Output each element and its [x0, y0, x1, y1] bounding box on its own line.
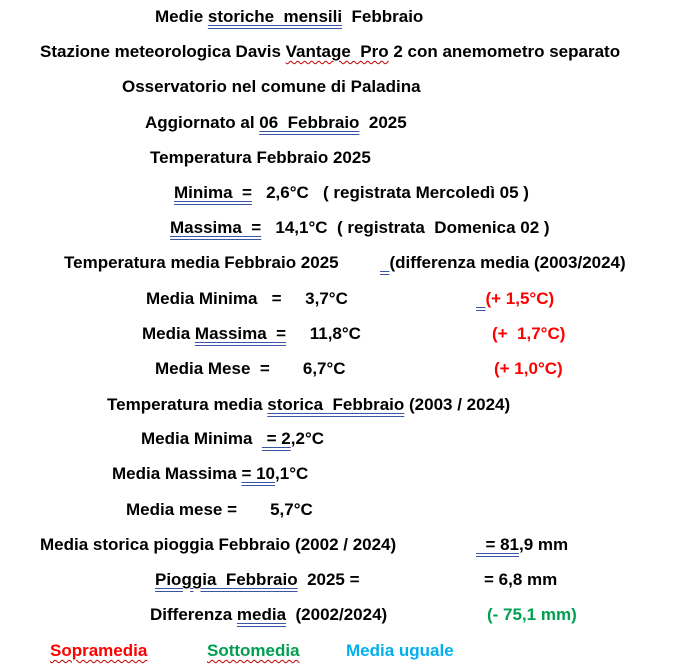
- diff-title: (differenza media (2003/2024): [389, 253, 626, 272]
- monthly-avg-title: Temperatura media Febbraio 2025: [64, 253, 339, 272]
- legend-below: Sottomedia: [207, 641, 300, 660]
- observatory-line: Osservatorio nel comune di Paladina: [122, 77, 421, 96]
- rain-current-label: Pioggia Febbraio 2025 =: [155, 570, 360, 589]
- rain-historic-label: Media storica pioggia Febbraio (2002 / 2024): [40, 535, 397, 554]
- updated-line: Aggiornato al 06 Febbraio 2025: [145, 113, 407, 132]
- legend-above: Sopramedia: [50, 641, 148, 660]
- avg-min-label: Media Minima = 3,7°C: [146, 289, 348, 308]
- avg-min-diff: (+ 1,5°C): [485, 289, 555, 308]
- current-min-line: Minima = 2,6°C ( registrata Mercoledì 05 ): [174, 183, 529, 202]
- historic-max-line: Media Massima = 10,1°C: [112, 464, 309, 483]
- station-line: Stazione meteorologica Davis Vantage Pro 2 con anemometro separato: [40, 42, 621, 61]
- avg-month-diff: (+ 1,0°C): [494, 359, 563, 378]
- rain-current-value: = 6,8 mm: [484, 570, 558, 589]
- current-temp-title: Temperatura Febbraio 2025: [150, 148, 371, 167]
- legend-equal: Media uguale: [346, 641, 454, 660]
- rain-diff-label: Differenza media (2002/2024): [150, 605, 388, 624]
- historic-min-line: Media Minima = 2,2°C: [141, 429, 325, 448]
- historic-title: Temperatura media storica Febbraio (2003 / 2024): [107, 395, 511, 414]
- historic-mean-line: Media mese = 5,7°C: [126, 500, 313, 519]
- rain-diff-value: (- 75,1 mm): [487, 605, 577, 624]
- rain-historic-value: = 81,9 mm: [476, 535, 569, 554]
- title-line-1: Medie storiche mensili Febbraio: [155, 7, 424, 26]
- avg-month-label: Media Mese = 6,7°C: [155, 359, 346, 378]
- avg-max-label: Media Massima = 11,8°C: [142, 324, 361, 343]
- current-max-line: Massima = 14,1°C ( registrata Domenica 02 ): [170, 218, 550, 237]
- avg-max-diff: (+ 1,7°C): [492, 324, 566, 343]
